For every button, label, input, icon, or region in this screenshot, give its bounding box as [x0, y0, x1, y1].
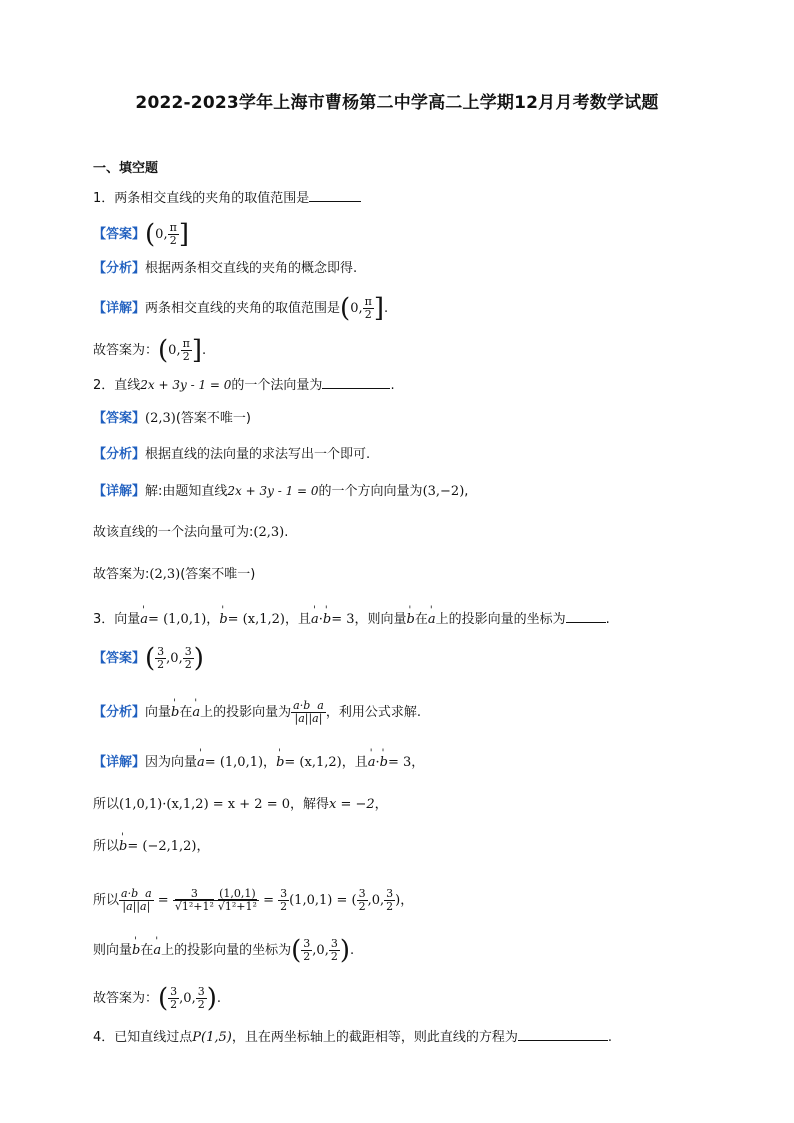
q4-stem: 4．已知直线过点P(1,5)，且在两坐标轴上的截距相等，则此直线的方程为 . [93, 1026, 612, 1047]
q2-normal-line: 故该直线的一个法向量可为:(2,3). [93, 525, 289, 540]
q1-final: 故答案为：(0, $\frac{\pi}{2}$ ]. [93, 335, 207, 366]
q3-step1-prefix: 所以 [93, 797, 120, 812]
q3-stem: 3．向量' a= (1,0,1)，' b= (x,1,2)，且' a·' b= 3，则向量' b在' a上的投影向量的坐标为 . [93, 608, 610, 629]
q4-stem-prefix: 4．已知直线过点 [93, 1030, 193, 1045]
q3-step3-result-mid: ,0, [367, 893, 385, 908]
detail-tag: 【详解】 [93, 301, 146, 316]
q2-stem-suffix: 的一个法向量为 [231, 378, 323, 393]
q1-analysis [93, 260, 357, 278]
q3-final: 故答案为：( $\frac{3}{2}$ ,0, $\frac{3}{2}$ ). [93, 983, 222, 1014]
q2-analysis-text: 根据直线的法向量的求法写出一个即可. [145, 447, 371, 462]
pi-over-2: $\frac{\pi}{2}$ [182, 337, 190, 363]
analysis-tag: 【分析】 [93, 447, 146, 462]
q3-stem-mid: ，则向量 [354, 612, 407, 627]
q3-in-word: 在 [179, 705, 193, 720]
q2-detail-mid: 的一个方向向量为 [318, 484, 423, 499]
q2-final-prefix: 故答案为: [93, 567, 150, 582]
pi-over-2: $\frac{\pi}{2}$ [169, 221, 177, 247]
q3-in-word: 在 [140, 943, 154, 958]
q3-conclusion-prefix: 则向量 [93, 943, 133, 958]
q3-a-def: = (1,0,1) [148, 612, 207, 627]
q3-analysis-mid: 上的投影向量为 [200, 705, 292, 720]
q3-analysis: 【分析】向量' b在' a上的投影向量为 $\frac{\text{a·b a}}{|a||a|}$ ，利用公式求解. [93, 700, 421, 725]
q4-stem-suffix: ，且在两坐标轴上的截距相等，则此直线的方程为 [231, 1030, 518, 1045]
q3-stem-suffix: 上的投影向量的坐标为 [435, 612, 566, 627]
q3-step2-prefix: 所以 [93, 839, 120, 854]
detail-tag: 【详解】 [93, 484, 146, 499]
answer-tag: 【答案】 [93, 227, 146, 242]
q3-detail: 【详解】因为向量' a= (1,0,1)，' b= (x,1,2)，且' a·' b= 3， [93, 754, 424, 772]
q3-step1-suffix: ，解得 [290, 797, 330, 812]
q3-final-prefix: 故答案为： [93, 991, 159, 1006]
q2-detail-prefix: 解:由题知直线 [145, 484, 228, 499]
answer-tag: 【答案】 [93, 411, 146, 426]
q2-answer [93, 410, 251, 428]
detail-tag: 【详解】 [93, 755, 146, 770]
q2-direction-vector: (3,−2) [422, 484, 465, 499]
q2-final-vector: (2,3) [149, 567, 181, 582]
q2-stem-prefix: 2．直线 [93, 378, 141, 393]
q3-b-def: = (x,1,2) [284, 755, 342, 770]
q2-analysis [93, 446, 370, 464]
q2-normal-vector: (2,3) [253, 525, 285, 540]
q1-stem [93, 187, 361, 208]
q3-in-word: 在 [414, 612, 428, 627]
answer-blank [518, 1026, 608, 1041]
q2-equation: 2x + 3y - 1 = 0 [140, 378, 232, 392]
q3-conclusion: 则向量' b在' a上的投影向量的坐标为( $\frac{3}{2}$ ,0, $\frac{3}{2}$ ). [93, 938, 354, 963]
q3-dot-eq: = 3 [331, 612, 355, 627]
section-heading: 一、填空题 [93, 161, 159, 176]
q2-stem: 2．直线2x + 3y - 1 = 0的一个法向量为 . [93, 374, 395, 395]
q3-step2: 所以' b= (−2,1,2)， [93, 838, 210, 856]
q3-stem-prefix: 3．向量 [93, 612, 141, 627]
q2-answer-note: (答案不唯一) [175, 411, 251, 426]
q1-detail-text: 两条相交直线的夹角的取值范围是 [145, 301, 341, 316]
q3-conclusion-mid: 上的投影向量的坐标为 [161, 943, 292, 958]
q2-line2-prefix: 故该直线的一个法向量可为: [93, 525, 254, 540]
answer-tag: 【答案】 [93, 651, 146, 666]
q3-detail-prefix: 因为向量 [145, 755, 198, 770]
q3-and: ，且 [341, 755, 368, 770]
answer-blank [566, 608, 606, 623]
q1-detail: 【详解】两条相交直线的夹角的取值范围是(0, $\frac{\pi}{2}$ ]. [93, 293, 389, 324]
q2-final-note: (答案不唯一) [180, 567, 256, 582]
q3-step3-mid: (1,0,1) = ( [289, 893, 357, 908]
q1-analysis-text: 根据两条相交直线的夹角的概念即得. [145, 261, 358, 276]
q3-a-def: = (1,0,1) [204, 755, 264, 770]
q3-step2-expr: = (−2,1,2) [127, 839, 197, 854]
q3-step3-prefix: 所以 [93, 893, 120, 908]
q4-point: P(1,5) [192, 1030, 232, 1045]
q3-step1-result: x = −2 [329, 797, 375, 812]
projection-formula: $\frac{\text{a·b a}}{|a||a|}$ [293, 699, 324, 725]
q2-detail-equation: 2x + 3y - 1 = 0 [227, 484, 319, 498]
q2-answer-value: (2,3) [145, 411, 176, 426]
q2-detail: 【详解】解:由题知直线2x + 3y - 1 = 0的一个方向向量为(3,−2), [93, 484, 469, 499]
page-title: 2022-2023学年上海市曹杨第二中学高二上学期12月月考数学试题 [135, 93, 659, 113]
analysis-tag: 【分析】 [93, 261, 146, 276]
pi-over-2: $\frac{\pi}{2}$ [364, 295, 372, 321]
q3-answer: 【答案】( $\frac{3}{2}$ ,0, $\frac{3}{2}$ ) [93, 643, 204, 674]
q1-final-text: 故答案为： [93, 343, 159, 358]
q3-step3: 所以 $\frac{\text{a·b a}}{|a||a|}$ = $\frac{3}{\text{√1²+1²}}$ $\frac{(1,0,1)}{\text{√1²+1²}}$ = $\frac{3}{2}$ (1,0,1) = ( $\frac{3}{2}$ ,0, $\frac{3}{2}$ )， [93, 887, 414, 913]
q2-final [93, 566, 255, 584]
answer-blank [322, 374, 390, 389]
q3-analysis-suffix: ，利用公式求解. [325, 705, 421, 720]
q3-dot-eq: = 3 [387, 755, 412, 770]
q3-analysis-prefix: 向量 [145, 705, 172, 720]
answer-blank [309, 187, 361, 202]
q1-stem-text: 1．两条相交直线的夹角的取值范围是 [93, 191, 310, 206]
q3-step1-expr: (1,0,1)·(x,1,2) = x + 2 = 0 [119, 797, 290, 812]
analysis-tag: 【分析】 [93, 705, 146, 720]
q3-b-def: = (x,1,2) [227, 612, 285, 627]
q3-and: ，且 [284, 612, 311, 627]
q1-answer: 【答案】(0, $\frac{\pi}{2}$ ] [93, 219, 189, 250]
q3-step1: 所以(1,0,1)·(x,1,2) = x + 2 = 0，解得x = −2， [93, 797, 388, 812]
